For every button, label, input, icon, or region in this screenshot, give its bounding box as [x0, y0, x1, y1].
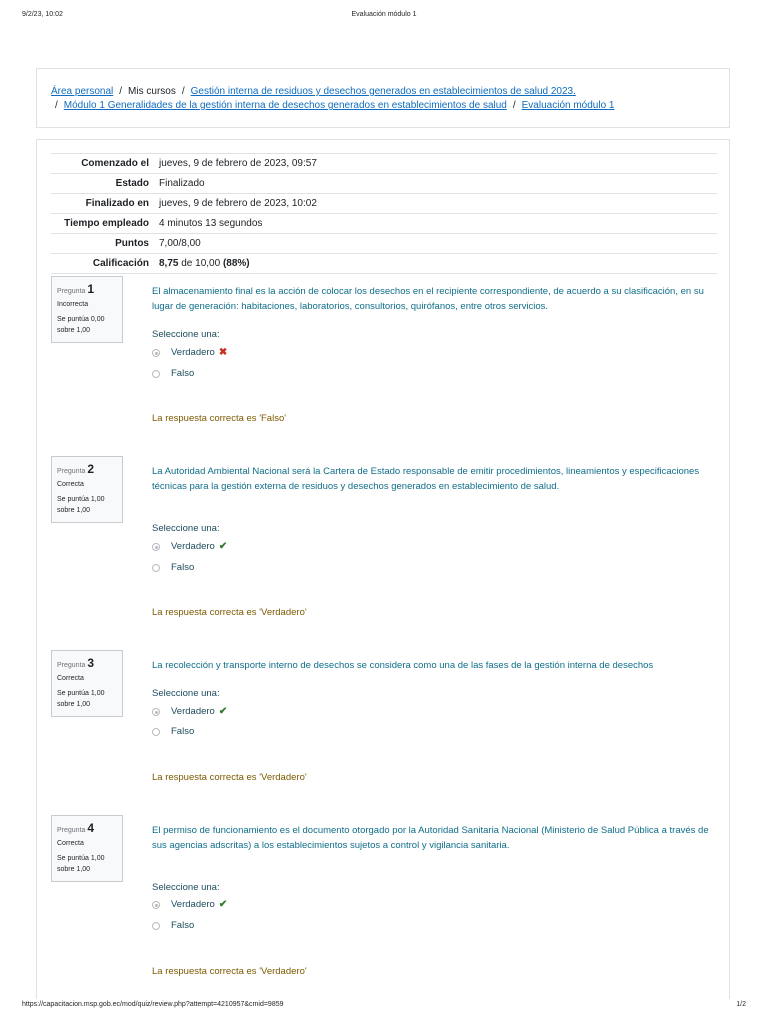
radio-button[interactable] — [152, 543, 160, 551]
question-number: 2 — [87, 462, 95, 476]
question-info — [51, 815, 123, 882]
answer-label: Falso — [171, 562, 195, 573]
grade-max: de 10,00 — [178, 258, 223, 269]
radio-button[interactable] — [152, 922, 160, 930]
summary-label: Finalizado en — [51, 194, 159, 214]
correct-icon: ✔ — [218, 899, 228, 910]
question-number: 3 — [87, 656, 95, 670]
radio-button[interactable] — [152, 728, 160, 736]
print-url: https://capacitacion.msp.gob.ec/mod/quiz/review.php?attempt=4210957&cmid=9859 — [22, 1001, 284, 1008]
summary-value: 4 minutos 13 segundos — [159, 214, 717, 234]
answer-label: Falso — [171, 920, 195, 931]
summary-label: Tiempo empleado — [51, 214, 159, 234]
summary-label: Estado — [51, 174, 159, 194]
breadcrumb-module[interactable]: Módulo 1 Generalidades de la gestión interna de desechos generados en establecimientos de salud — [63, 100, 507, 111]
summary-row — [51, 194, 717, 214]
question-text: El almacenamiento final es la acción de colocar los desechos en el recipiente correspondiente, de acuerdo a su clasificación, en su lugar de generación: habitaciones, laboratorios, consultorios, quirófanos, entre otros servicios. — [152, 286, 704, 312]
question-text: El permiso de funcionamiento es el documento otorgado por la Autoridad Sanitaria Nacional (Ministerio de Salud Pública a través de sus agencias adscritas) a los establecimientos sujetos a control y vigilancia sanitaria. — [152, 825, 709, 851]
summary-row — [51, 214, 717, 234]
answer-option-falso[interactable] — [152, 726, 194, 737]
answer-option-verdadero[interactable] — [152, 347, 227, 358]
print-header — [0, 0, 768, 26]
print-title: Evaluación módulo 1 — [351, 11, 417, 18]
correct-icon: ✔ — [218, 706, 228, 717]
radio-button[interactable] — [152, 349, 160, 357]
print-date: 9/2/23, 10:02 — [22, 11, 63, 18]
radio-button[interactable] — [152, 370, 160, 378]
summary-value: 7,00/8,00 — [159, 234, 717, 254]
breadcrumb-line — [55, 99, 614, 113]
summary-value: jueves, 9 de febrero de 2023, 10:02 — [159, 194, 717, 214]
breadcrumb-course[interactable]: Gestión interna de residuos y desechos generados en establecimientos de salud 2023. — [190, 86, 576, 97]
question-grade: Se puntúa 0,00 sobre 1,00 — [57, 316, 105, 334]
question-info — [51, 650, 123, 717]
question-content — [152, 658, 712, 783]
question-label: Pregunta — [57, 662, 86, 669]
breadcrumb-separator: / — [181, 86, 185, 97]
breadcrumb-line — [51, 85, 576, 99]
question-grade: Se puntúa 1,00 sobre 1,00 — [57, 690, 105, 708]
question-content — [152, 823, 712, 977]
question-prompt: Seleccione una: — [152, 688, 220, 699]
correct-answer-feedback: La respuesta correcta es 'Verdadero' — [152, 607, 307, 618]
answer-label: Verdadero — [171, 347, 215, 358]
question-content — [152, 284, 712, 424]
question-label: Pregunta — [57, 288, 86, 295]
summary-label: Puntos — [51, 234, 159, 254]
correct-answer-feedback: La respuesta correcta es 'Verdadero' — [152, 772, 307, 783]
question-state: Incorrecta — [57, 301, 89, 308]
breadcrumb-mis-cursos: Mis cursos — [128, 86, 176, 97]
radio-button[interactable] — [152, 708, 160, 716]
grade-percent: (88%) — [222, 258, 250, 269]
breadcrumb-separator: / — [119, 86, 123, 97]
question-info — [51, 456, 123, 523]
question-state: Correcta — [57, 840, 84, 847]
answer-label: Verdadero — [171, 541, 215, 552]
question-text: La recolección y transporte interno de desechos se considera como una de las fases de la gestión interna de desechos — [152, 660, 654, 671]
summary-row — [51, 254, 717, 274]
summary-label: Comenzado el — [51, 154, 159, 174]
summary-row — [51, 234, 717, 254]
summary-row — [51, 174, 717, 194]
incorrect-icon: ✖ — [218, 347, 228, 358]
question-number: 1 — [87, 282, 95, 296]
grade-value: 8,75 — [159, 258, 179, 269]
question-grade: Se puntúa 1,00 sobre 1,00 — [57, 496, 105, 514]
answer-option-falso[interactable] — [152, 562, 194, 573]
answer-option-falso[interactable] — [152, 920, 194, 931]
question-label: Pregunta — [57, 827, 86, 834]
summary-label: Calificación — [51, 254, 159, 274]
question-state: Correcta — [57, 481, 84, 488]
answer-option-falso[interactable] — [152, 368, 194, 379]
breadcrumb-separator: / — [55, 100, 58, 111]
question-prompt: Seleccione una: — [152, 882, 220, 893]
question-state: Correcta — [57, 675, 84, 682]
question-text: La Autoridad Ambiental Nacional será la Cartera de Estado responsable de emitir procedimientos, lineamientos y especificaciones técnicas para la gestión externa de residuos y desechos generados en establecimiento de salud. — [152, 466, 700, 492]
breadcrumb — [36, 68, 730, 128]
answer-option-verdadero[interactable] — [152, 706, 227, 717]
print-page-number: 1/2 — [736, 1001, 746, 1008]
attempt-summary-table — [51, 153, 717, 274]
quiz-review-region — [36, 139, 730, 999]
question-grade: Se puntúa 1,00 sobre 1,00 — [57, 855, 105, 873]
answer-label: Falso — [171, 726, 195, 737]
question-prompt: Seleccione una: — [152, 523, 220, 534]
correct-answer-feedback: La respuesta correcta es 'Verdadero' — [152, 966, 307, 977]
question-info — [51, 276, 123, 343]
summary-row — [51, 154, 717, 174]
correct-answer-feedback: La respuesta correcta es 'Falso' — [152, 413, 287, 424]
breadcrumb-area-personal[interactable]: Área personal — [51, 86, 114, 97]
answer-label: Verdadero — [171, 899, 215, 910]
question-content — [152, 464, 712, 618]
breadcrumb-quiz[interactable]: Evaluación módulo 1 — [521, 100, 615, 111]
answer-label: Verdadero — [171, 706, 215, 717]
correct-icon: ✔ — [218, 541, 228, 552]
radio-button[interactable] — [152, 564, 160, 572]
summary-value: jueves, 9 de febrero de 2023, 09:57 — [159, 154, 717, 174]
answer-option-verdadero[interactable] — [152, 899, 227, 910]
question-prompt: Seleccione una: — [152, 329, 220, 340]
summary-value — [159, 254, 717, 274]
answer-option-verdadero[interactable] — [152, 541, 227, 552]
radio-button[interactable] — [152, 901, 160, 909]
answer-label: Falso — [171, 368, 195, 379]
question-number: 4 — [87, 821, 95, 835]
breadcrumb-separator: / — [512, 100, 516, 111]
question-label: Pregunta — [57, 468, 86, 475]
summary-value: Finalizado — [159, 174, 717, 194]
